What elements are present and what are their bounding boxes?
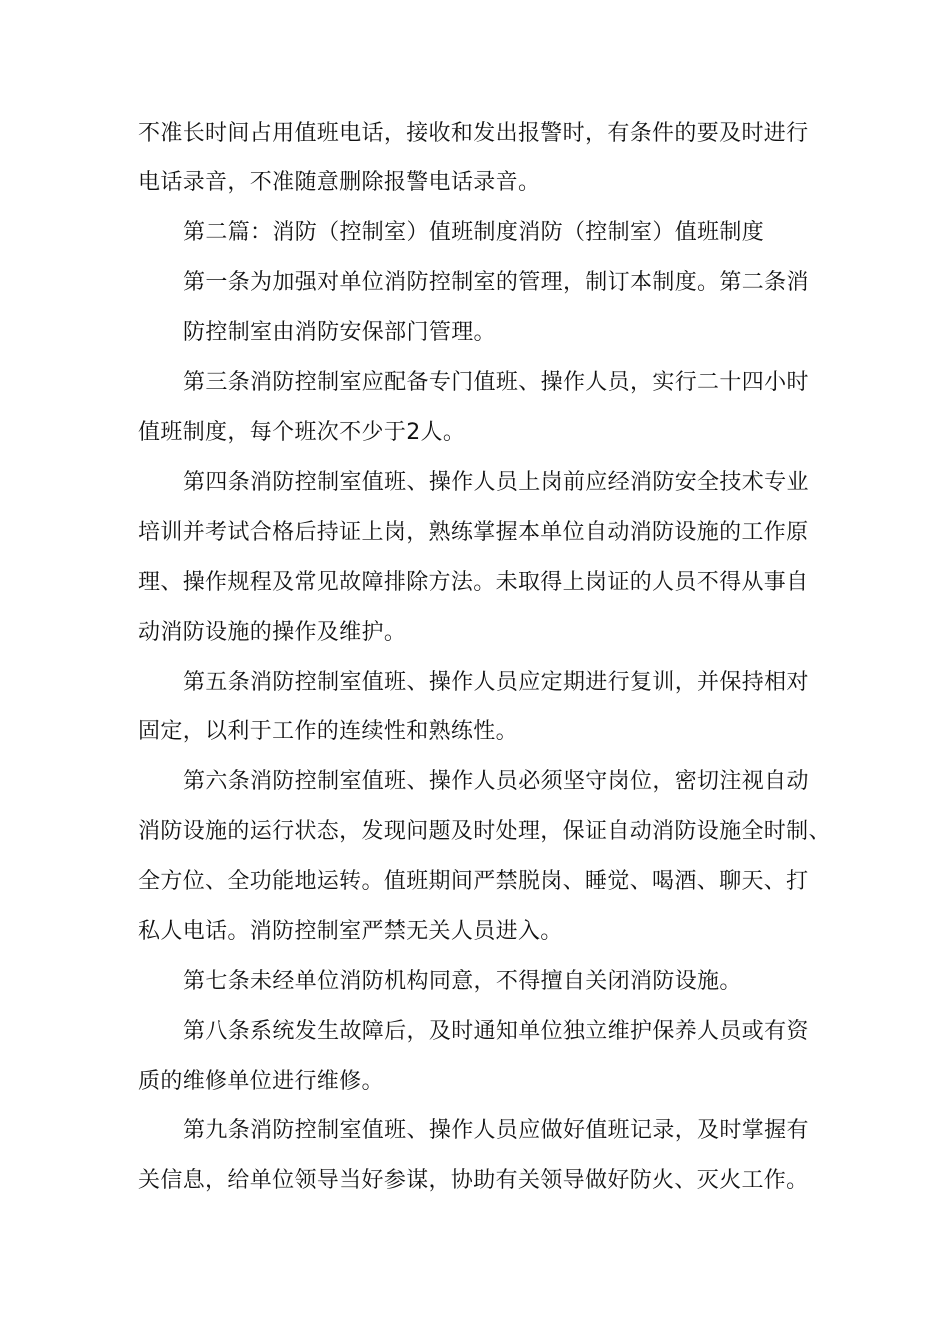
text-line-21: 第九条消防控制室值班、操作人员应做好值班记录，及时掌握有 (183, 1118, 809, 1143)
text-line-19: 第八条系统发生故障后，及时通知单位独立维护保养人员或有资 (183, 1019, 809, 1044)
text-line-8: 第四条消防控制室值班、操作人员上岗前应经消防安全技术专业 (183, 470, 809, 495)
text-line-14: 第六条消防控制室值班、操作人员必须坚守岗位，密切注视自动 (183, 769, 809, 794)
text-line-18: 第七条未经单位消防机构同意，不得擅自关闭消防设施。 (183, 969, 742, 994)
text-line-16: 全方位、全功能地运转。值班期间严禁脱岗、睡觉、喝酒、聊天、打 (138, 869, 809, 894)
text-line-12: 第五条消防控制室值班、操作人员应定期进行复训，并保持相对 (183, 670, 809, 695)
text-line-10: 理、操作规程及常见故障排除方法。未取得上岗证的人员不得从事自 (138, 570, 809, 595)
text-line-17: 私人电话。消防控制室严禁无关人员进入。 (138, 919, 563, 944)
text-line-13: 固定，以利于工作的连续性和熟练性。 (138, 719, 518, 744)
text-line-15: 消防设施的运行状态，发现问题及时处理，保证自动消防设施全时制、 (138, 819, 831, 844)
text-line-11: 动消防设施的操作及维护。 (138, 620, 407, 645)
text-line-9: 培训并考试合格后持证上岗，熟练掌握本单位自动消防设施的工作原 (138, 520, 809, 545)
text-line-4: 第一条为加强对单位消防控制室的管理，制订本制度。第二条消 (183, 270, 809, 295)
text-line-1: 不准长时间占用值班电话，接收和发出报警时，有条件的要及时进行 (138, 121, 809, 146)
text-line-22: 关信息，给单位领导当好参谋，协助有关领导做好防火、灭火工作。 (138, 1168, 809, 1193)
text-line-5: 防控制室由消防安保部门管理。 (183, 320, 496, 345)
text-line-7: 值班制度，每个班次不少于2人。 (138, 420, 466, 445)
section-heading: 第二篇：消防（控制室）值班制度消防（控制室）值班制度 (183, 220, 765, 245)
text-line-20: 质的维修单位进行维修。 (138, 1069, 384, 1094)
text-line-2: 电话录音，不准随意删除报警电话录音。 (138, 170, 541, 195)
text-line-6: 第三条消防控制室应配备专门值班、操作人员，实行二十四小时 (183, 370, 809, 395)
